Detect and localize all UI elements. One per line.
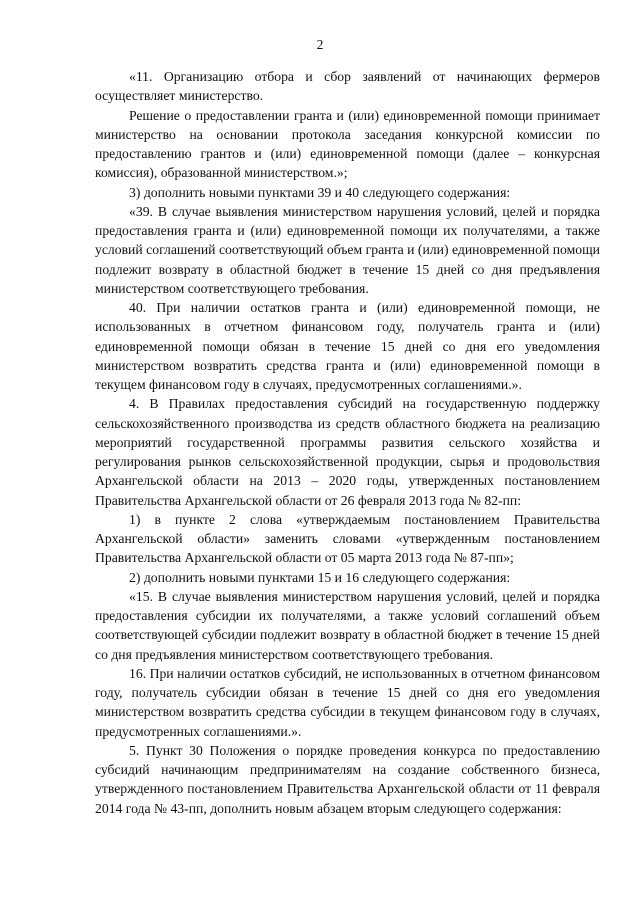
paragraph-amendment-4-2: 2) дополнить новыми пунктами 15 и 16 следующего содержания: <box>129 569 511 585</box>
document-body <box>95 67 600 818</box>
paragraph-section-5: 5. Пункт 30 Положения о порядке проведения конкурса по предоставлению субсидий начинающим предпринимателям на создание собственного бизнеса, утвержденного постановлением Правительства Архангельской области от 11 февраля 2014 года № 43-пп, дополнить новым абзацем вторым следующего содержания: <box>95 742 600 816</box>
paragraph-grant-decision: Решение о предоставлении гранта и (или) единовременной помощи принимает министерство на основании протокола заседания конкурсной комиссии по предоставлению грантов и (или) единовременной помощи (далее – конкурсная комиссия), образованной министерством.»; <box>95 107 600 181</box>
paragraph-item-39: «39. В случае выявления министерством нарушения условий, целей и порядка предоставления гранта и (или) единовременной помощи их получателями, а также условий соглашений соответствующий объем гранта и (или) единовременной помощи подлежит возврату в областной бюджет в течение 15 дней со дня предъявления министерством соответствующего требования. <box>95 203 600 296</box>
page-number: 2 <box>316 37 324 52</box>
paragraph-item-40: 40. При наличии остатков гранта и (или) единовременной помощи, не использованных в отчетном финансовом году, получатель гранта и (или) единовременной помощи обязан в течение 15 дней со дня его уведомления министерством возвратить средства гранта и (или) единовременной помощи в текущем финансовом году в случаях, предусмотренных соглашениями.». <box>95 300 600 392</box>
paragraph-amendment-4-1: 1) в пункте 2 слова «утверждаемым постановлением Правительства Архангельской области» заменить словами «утвержденным постановлением Правительства Архангельской области от 05 марта 2013 года № 87-пп»; <box>95 511 600 566</box>
paragraph-item-15: «15. В случае выявления министерством нарушения условий, целей и порядка предоставления субсидии их получателями, а также условий соглашений объем соответствующей субсидии подлежит возврату в областной бюджет в течение 15 дней со дня предъявления министерством соответствующего требования. <box>95 588 600 662</box>
paragraph-item-16: 16. При наличии остатков субсидий, не использованных в отчетном финансовом году, получатель субсидии обязан в течение 15 дней со дня его уведомления министерством возвратить средства субсидии в текущем финансовом году в случаях, предусмотренных соглашениями.». <box>95 665 600 739</box>
paragraph-item-11: «11. Организацию отбора и сбор заявлений от начинающих фермеров осуществляет министерство. <box>95 69 600 104</box>
paragraph-amendment-3: 3) дополнить новыми пунктами 39 и 40 следующего содержания: <box>129 184 511 200</box>
paragraph-section-4: 4. В Правилах предоставления субсидий на государственную поддержку сельскохозяйственного производства из средств областного бюджета на реализацию мероприятий государственной программы развития сельского хозяйства и регулирования рынков сельскохозяйственной продукции, сырья и продовольствия Архангельской области на 2013 – 2020 годы, утвержденных постановлением Правительства Архангельской области от 26 февраля 2013 года № 82-пп: <box>95 396 600 508</box>
